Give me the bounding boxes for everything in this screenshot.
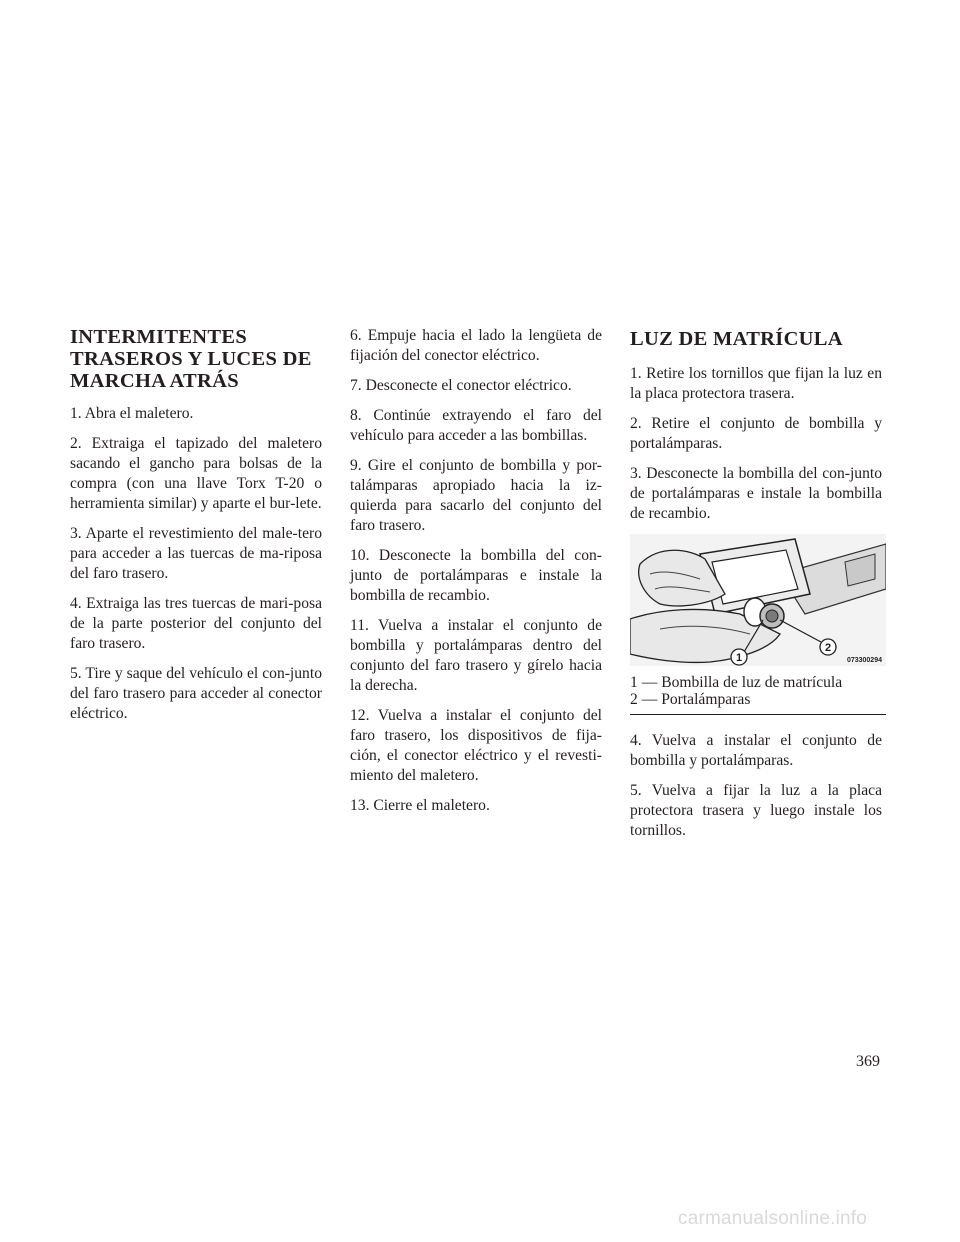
step-4: 4. Extraiga las tres tuercas de mari-posa de la parte posterior del conjunto del faro trasero.: [70, 595, 322, 652]
step-11: 11. Vuelva a instalar el conjunto de bombilla y portalámparas dentro del conjunto del faro trasero y gírelo hacia la derecha.: [350, 617, 602, 694]
callout-2: 2: [824, 642, 832, 654]
callout-1: 1: [735, 652, 743, 664]
step-3: 3. Aparte el revestimiento del male-tero para acceder a las tuercas de ma-riposa del faro trasero.: [70, 525, 322, 582]
section-heading-license-light: LUZ DE MATRÍCULA: [630, 328, 843, 350]
plate-step-4: 4. Vuelva a instalar el conjunto de bombilla y portalámparas.: [630, 732, 882, 769]
step-5: 5. Tire y saque del vehículo el con-junto del faro trasero para acceder al conector eléctrico.: [70, 665, 322, 722]
plate-step-2: 2. Retire el conjunto de bombilla y portalámparas.: [630, 415, 882, 452]
section-heading-rear-turn-reverse: [70, 326, 322, 392]
step-12: 12. Vuelva a instalar el conjunto del faro trasero, los dispositivos de fija-ción, el conector eléctrico y el revesti-miento del maletero.: [350, 707, 602, 784]
step-7: 7. Desconecte el conector eléctrico.: [350, 377, 572, 394]
license-light-illustration: [630, 534, 886, 666]
plate-step-1: 1. Retire los tornillos que fijan la luz en la placa protectora trasera.: [630, 365, 882, 402]
step-1: 1. Abra el maletero.: [70, 405, 194, 422]
middle-column: [350, 326, 602, 826]
heading-line: MARCHA ATRÁS: [70, 370, 239, 392]
legend-item-2: 2 — Portalámparas: [630, 691, 751, 708]
right-column: [630, 326, 882, 851]
figure-code: 073300294: [846, 657, 882, 664]
bulb-replacement-drawing: [630, 534, 886, 666]
legend-item-1: 1 — Bombilla de luz de matrícula: [630, 674, 843, 691]
step-8: 8. Continúe extrayendo el faro del vehículo para acceder a las bombillas.: [350, 407, 602, 444]
heading-line: INTERMITENTES: [70, 326, 248, 348]
step-6: 6. Empuje hacia el lado la lengüeta de fijación del conector eléctrico.: [350, 327, 602, 364]
left-column: [70, 326, 322, 734]
page-number: 369: [856, 1053, 880, 1070]
watermark: carmanualsonline.info: [678, 1208, 868, 1229]
heading-line: TRASEROS Y LUCES DE: [70, 348, 312, 370]
step-2: 2. Extraiga el tapizado del maletero sacando el gancho para bolsas de la compra (con una llave Torx T-20 o herramienta similar) y aparte el bur-lete.: [70, 435, 322, 512]
plate-step-5: 5. Vuelva a fijar la luz a la placa protectora trasera y luego instale los tornillos.: [630, 782, 882, 839]
figure-legend: [630, 674, 886, 715]
step-9: 9. Gire el conjunto de bombilla y por-talámparas apropiado hacia la iz-quierda para sacarlo del conjunto del faro trasero.: [350, 457, 602, 534]
plate-step-3: 3. Desconecte la bombilla del con-junto de portalámparas e instale la bombilla de recambio.: [630, 465, 882, 522]
step-13: 13. Cierre el maletero.: [350, 797, 490, 814]
step-10: 10. Desconecte la bombilla del con-junto de portalámparas e instale la bombilla de recambio.: [350, 547, 602, 604]
